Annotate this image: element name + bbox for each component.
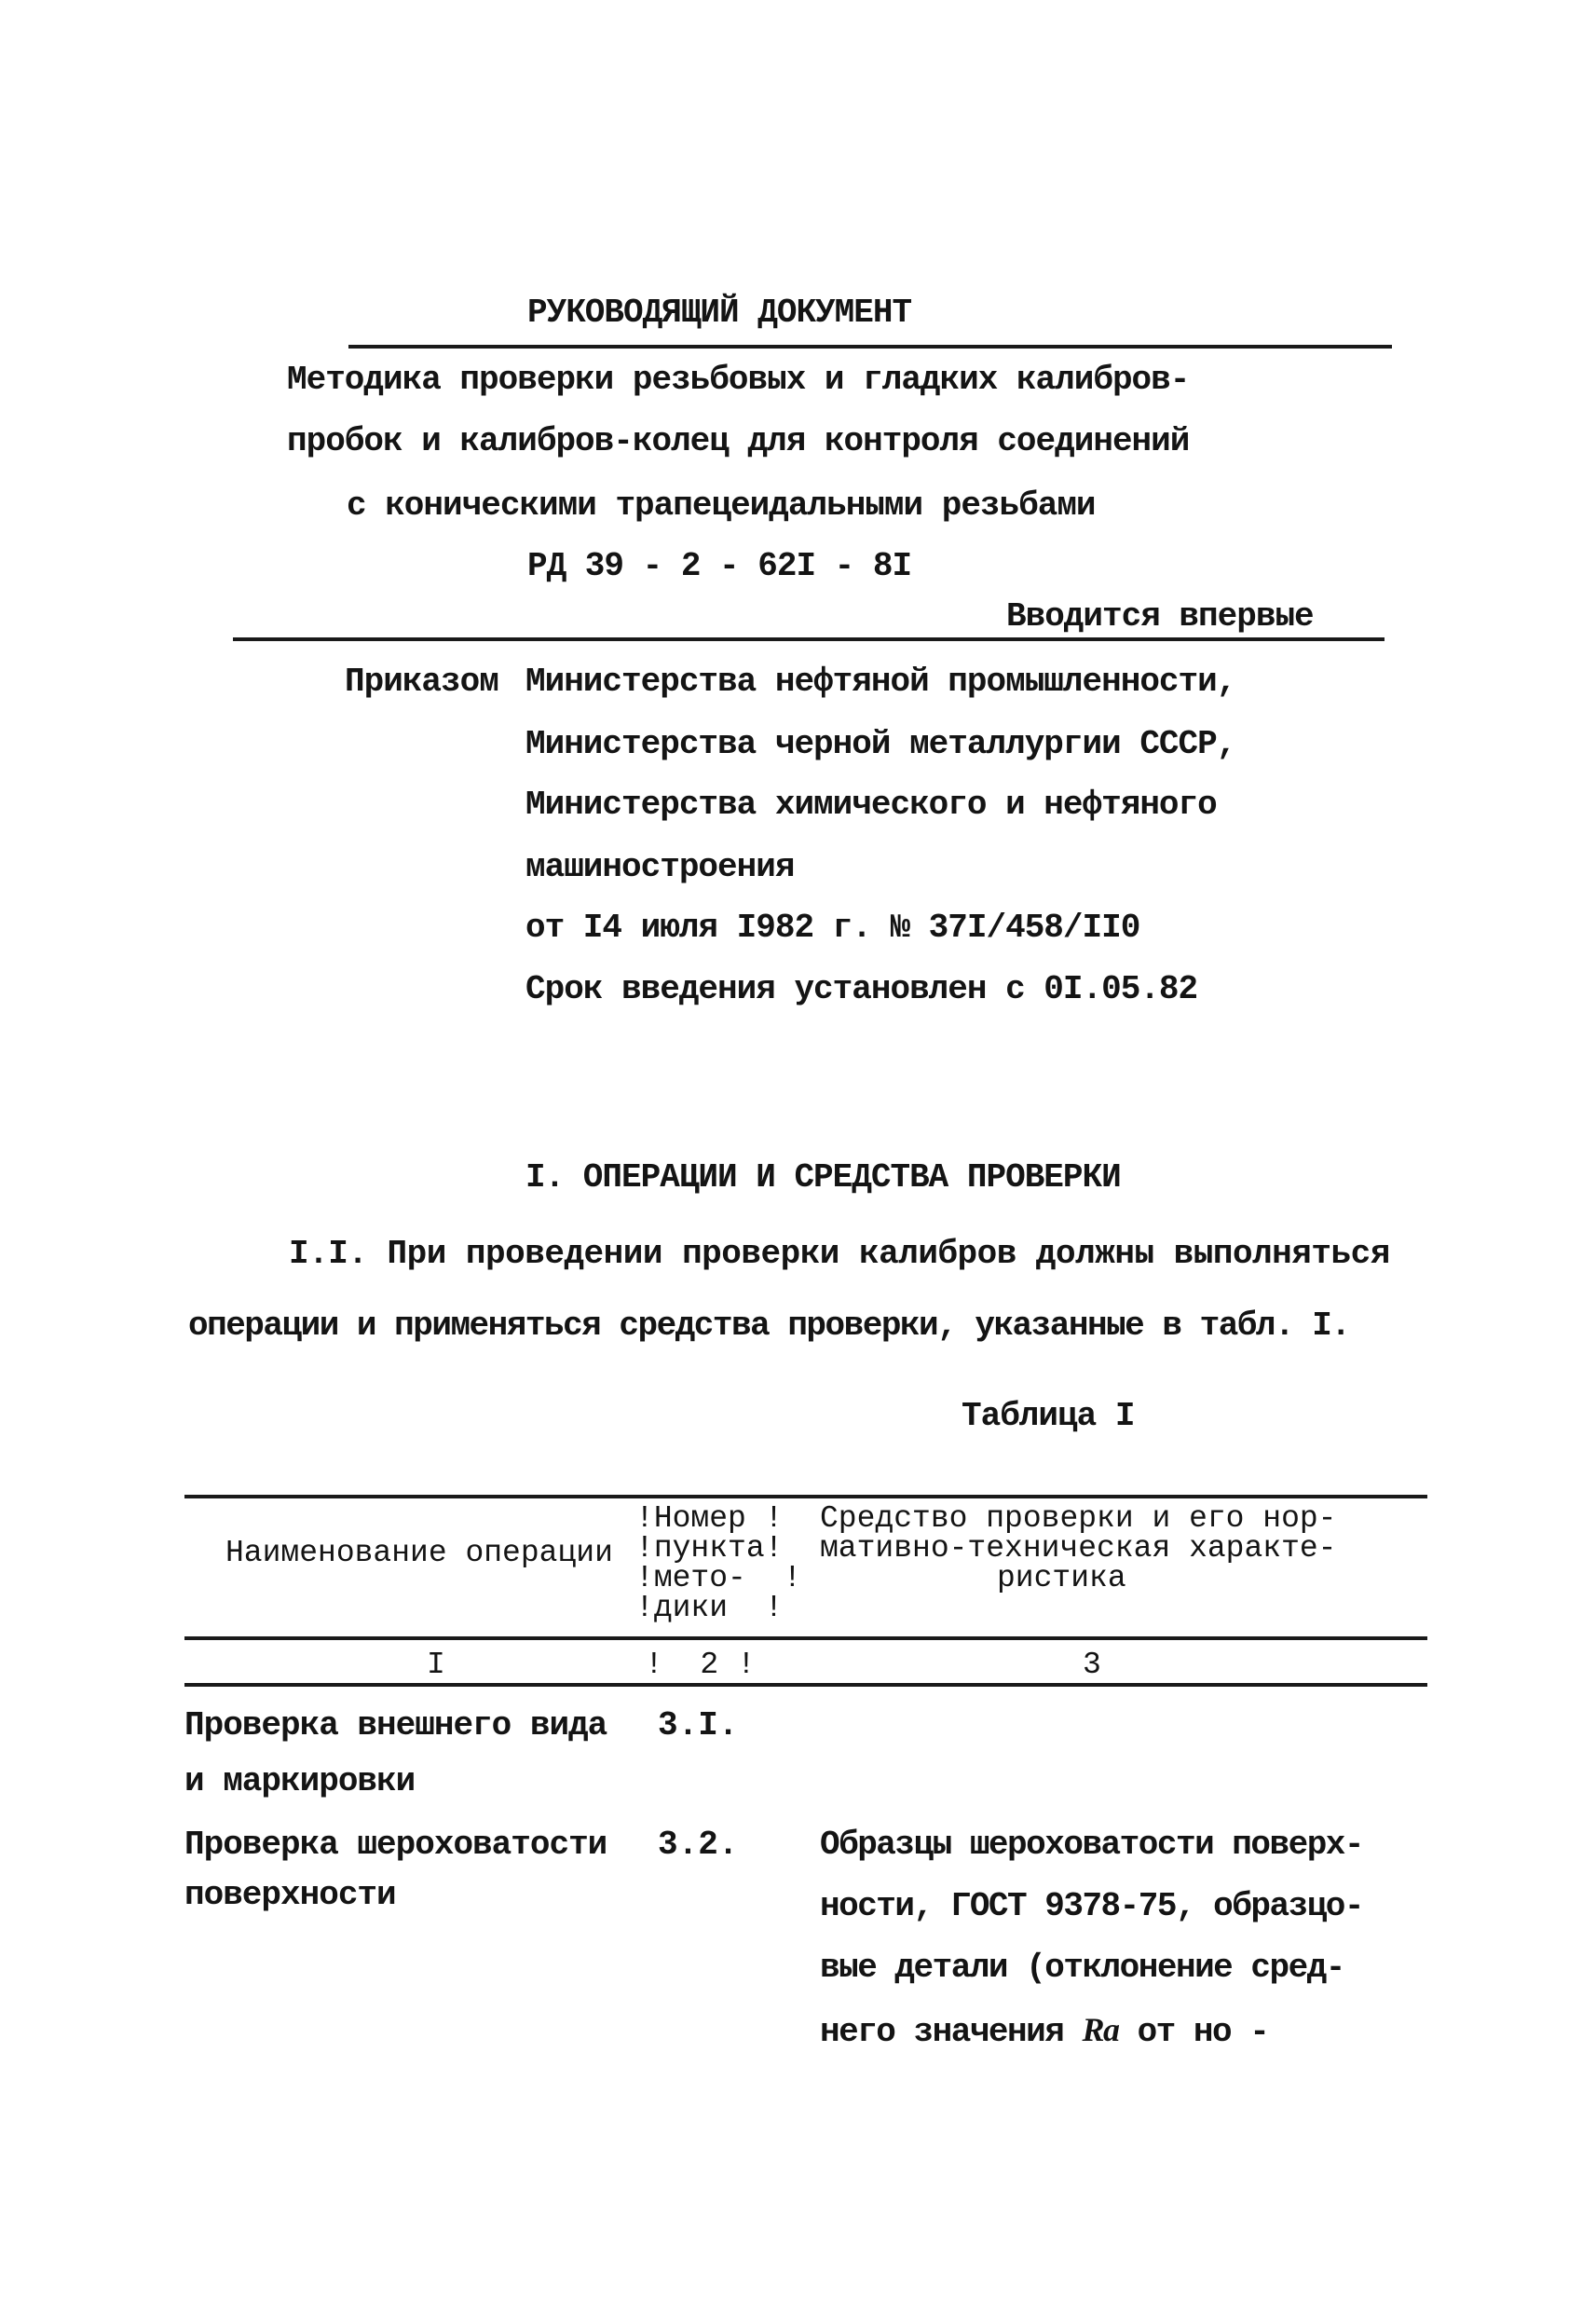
table-rule-top (184, 1495, 1427, 1498)
header-column-2-line-3: мето- (653, 1561, 746, 1595)
header-column-3-line-3: ристика (997, 1561, 1126, 1595)
header-column-2-line-4: дики (653, 1591, 729, 1625)
document-type: РУКОВОДЯЩИЙ ДОКУМЕНТ (527, 294, 912, 332)
row-2-means-line-2: ности, ГОСТ 9378-75, образцо- (820, 1887, 1364, 1925)
row-1-item-number: 3.I. (658, 1706, 739, 1744)
column-number-3: 3 (1083, 1648, 1101, 1682)
header-column-2: !Номер ! !пункта! !мето- ! !дики ! (635, 1501, 802, 1625)
approval-line-4: машиностроения (525, 848, 795, 886)
header-column-2-line-2: пункта (653, 1531, 765, 1566)
row-2-means-line-4-prefix: него значения (820, 2013, 1083, 2051)
row-2-means-line-4 (820, 2013, 1268, 2049)
roughness-parameter-symbol: Ra (1082, 2011, 1119, 2048)
approval-line-3: Министерства химического и нефтяного (525, 786, 1217, 824)
column-number-1: I (427, 1648, 445, 1682)
title-line-1: Методика проверки резьбовых и гладких калибров- (287, 361, 1190, 399)
introduced-note: Вводится впервые (1006, 597, 1314, 636)
column-number-2-value: 2 (700, 1648, 719, 1682)
title-line-3: с коническими трапецеидальными резьбами (347, 486, 1096, 525)
header-rule-bottom (233, 637, 1385, 641)
column-number-2: ! 2 ! (645, 1648, 756, 1682)
approval-line-2: Министерства черной металлургии СССР, (525, 725, 1236, 763)
effective-date: Срок введения установлен с 0I.05.82 (525, 970, 1198, 1008)
header-column-2-line-1: Номер (653, 1501, 746, 1536)
section-heading: I. ОПЕРАЦИИ И СРЕДСТВА ПРОВЕРКИ (525, 1158, 1121, 1197)
row-2-operation-line-2: поверхности (184, 1876, 396, 1914)
title-line-2: пробок и калибров-колец для контроля соединений (287, 422, 1190, 460)
header-column-1: Наименование операции (225, 1536, 613, 1570)
row-2-means-line-4-suffix: от но - (1118, 2013, 1269, 2051)
row-2-means-line-3: вые детали (отклонение сред- (820, 1949, 1344, 1987)
header-column-3 (820, 1501, 1337, 1595)
table-caption: Таблица I (962, 1397, 1135, 1435)
paragraph-line-1: I.I. При проведении проверки калибров должны выполняться (289, 1235, 1390, 1273)
header-column-3-line-2: мативно-техническая характе- (820, 1531, 1337, 1566)
approval-label: Приказом (345, 663, 498, 701)
document-number: РД 39 - 2 - 62I - 8I (527, 547, 912, 585)
row-1-operation-line-2: и маркировки (184, 1762, 416, 1800)
approval-date-number: от I4 июля I982 г. № 37I/458/II0 (525, 909, 1140, 947)
row-2-item-number: 3.2. (658, 1826, 739, 1864)
row-2-means-line-1: Образцы шероховатости поверх- (820, 1826, 1364, 1864)
approval-line-1: Министерства нефтяной промышленности, (525, 663, 1236, 701)
header-rule-top (348, 345, 1392, 349)
table-rule-numbers (184, 1683, 1427, 1687)
row-1-operation-line-1: Проверка внешнего вида (184, 1706, 607, 1744)
header-column-3-line-1: Средство проверки и его нор- (820, 1501, 1337, 1536)
row-2-operation-line-1: Проверка шероховатости (184, 1826, 607, 1864)
table-rule-header (184, 1636, 1427, 1640)
paragraph-line-2: операции и применяться средства проверки, указанные в табл. I. (188, 1306, 1350, 1345)
